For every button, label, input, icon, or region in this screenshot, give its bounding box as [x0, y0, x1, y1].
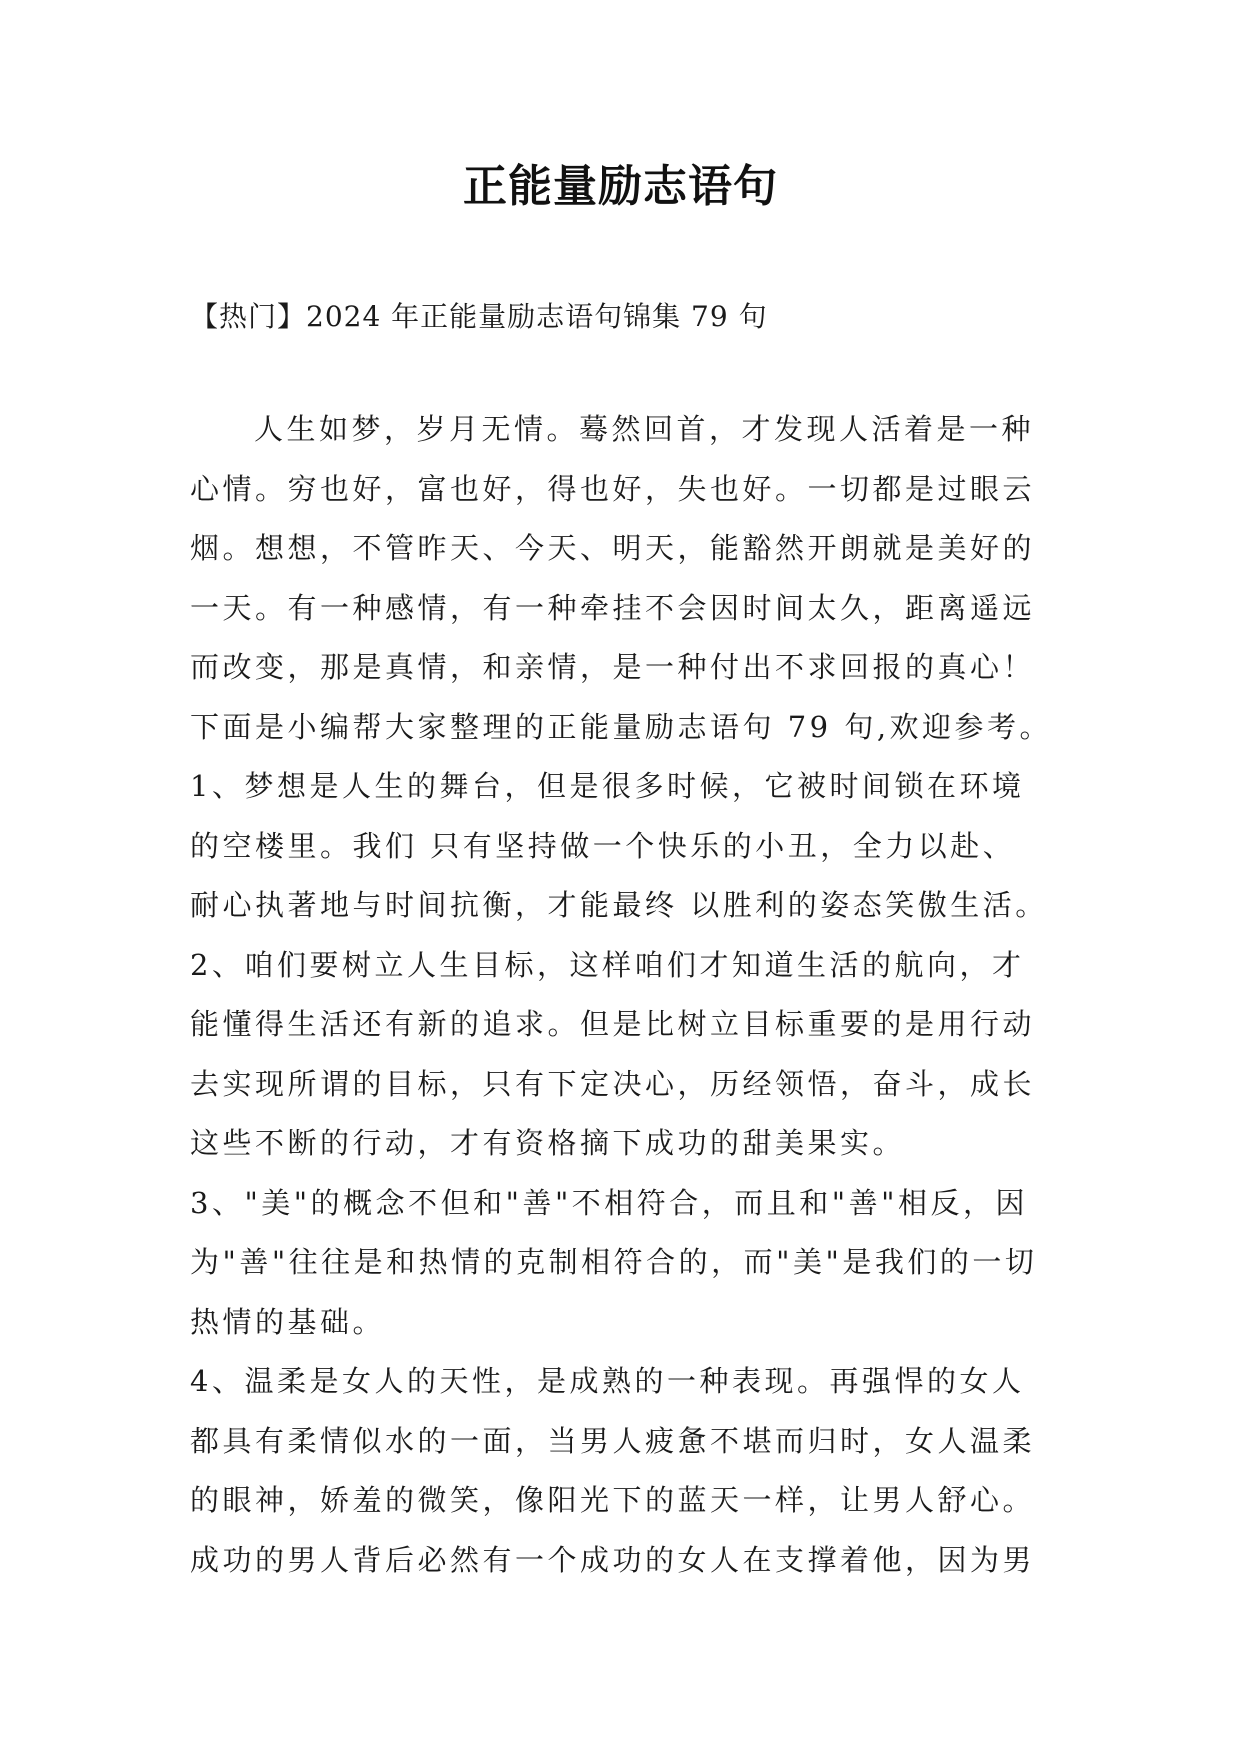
document-title: 正能量励志语句: [463, 161, 778, 212]
body-line: 3、"美"的概念不但和"善"不相符合，而且和"善"相反，因: [190, 1185, 1028, 1220]
body-line: 这些不断的行动，才有资格摘下成功的甜美果实。: [190, 1126, 906, 1160]
body-line: 心情。穷也好，富也好，得也好，失也好。一切都是过眼云: [190, 471, 1036, 506]
body-line: 去实现所谓的目标，只有下定决心，历经领悟，奋斗，成长: [190, 1066, 1036, 1101]
document-subtitle: 【热门】2024 年正能量励志语句锦集 79 句: [190, 300, 768, 333]
body-line: 能懂得生活还有新的追求。但是比树立目标重要的是用行动: [190, 1007, 1036, 1041]
body-line: 为"善"往往是和热情的克制相符合的，而"美"是我们的一切: [190, 1245, 1038, 1279]
body-line: 都具有柔情似水的一面，当男人疲惫不堪而归时，女人温柔: [190, 1423, 1036, 1458]
body-line: 2、咱们要树立人生目标，这样咱们才知道生活的航向，才: [190, 947, 1025, 982]
body-line: 的空楼里。我们 只有坚持做一个快乐的小丑，全力以赴、: [190, 828, 1016, 863]
body-line: 人生如梦，岁月无情。蓦然回首，才发现人活着是一种: [254, 412, 1035, 446]
body-line: 一天。有一种感情，有一种牵挂不会因时间太久，距离遥远: [190, 590, 1036, 625]
body-line: 4、温柔是女人的天性，是成熟的一种表现。再强悍的女人: [190, 1364, 1025, 1398]
body-line: 1、梦想是人生的舞台，但是很多时候，它被时间锁在环境: [190, 769, 1025, 803]
body-line: 而改变，那是真情，和亲情，是一种付出不求回报的真心！: [190, 650, 1036, 684]
body-line: 耐心执著地与时间抗衡，才能最终 以胜利的姿态笑傲生活。: [190, 888, 1048, 922]
body-line: 烟。想想，不管昨天、今天、明天，能豁然开朗就是美好的: [190, 531, 1036, 565]
body-line: 的眼神，娇羞的微笑，像阳光下的蓝天一样，让男人舒心。: [190, 1483, 1036, 1517]
body-line: 热情的基础。: [190, 1304, 386, 1339]
body-line: 下面是小编帮大家整理的正能量励志语句 79 句,欢迎参考。: [190, 709, 1053, 744]
body-line: 成功的男人背后必然有一个成功的女人在支撑着他，因为男: [190, 1542, 1036, 1577]
document-body: [190, 400, 1065, 1590]
